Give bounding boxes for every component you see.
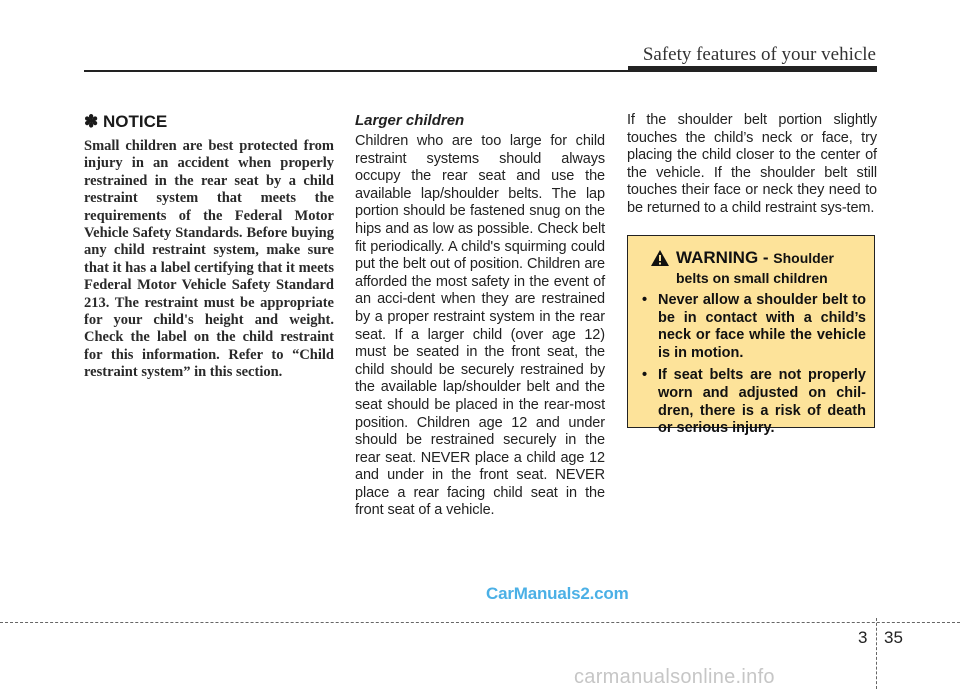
warning-label: WARNING - bbox=[676, 248, 774, 267]
larger-children-body: Children who are too large for child restraint systems should always occupy the rear seat and use the available lap/shoulder belts. The lap portion should be fastened snug on the hips and as low as possible. Check belt fit periodically. A child's squirming could put the belt out of position. Children are afforded the most safety in the event of an acci-dent when they are restrained by a proper restraint system in the rear seat. If a larger child (over age 12) must be seated in the front seat, the child should be securely restrained by the available lap/shoulder belt and the seat should be placed in the rear-most position. Children age 12 and under should be restrained securely in the rear seat. NEVER place a child age 12 and under in the front seat. NEVER place a rear facing child seat in the front seat of a vehicle. bbox=[355, 133, 605, 519]
warning-list bbox=[636, 292, 866, 438]
watermark-footer: carmanualsonline.info bbox=[574, 666, 775, 688]
warning-triangle-icon bbox=[650, 249, 670, 267]
bullet: • bbox=[642, 292, 648, 308]
warning-item-text: Never allow a shoulder belt to be in contact with a child’s neck or face while the vehicle is in motion. bbox=[658, 292, 866, 361]
header-rule-accent bbox=[628, 66, 877, 72]
warning-title bbox=[676, 248, 866, 288]
warning-subject: Shoulder belts on small children bbox=[676, 250, 834, 286]
notice-column bbox=[84, 112, 334, 382]
page-number: 35 bbox=[884, 628, 903, 647]
shoulder-belt-column bbox=[627, 112, 877, 218]
bullet: • bbox=[642, 367, 648, 384]
warning-item bbox=[636, 292, 866, 362]
shoulder-belt-text: If the shoulder belt portion slightly touches the child’s neck or face, try placing the child closer to the center of the vehicle. If the shoulder belt still touches their face or neck they need to be returned to a child restraint sys-tem. bbox=[627, 112, 877, 216]
notice-title: ✽ NOTICE bbox=[84, 112, 168, 131]
chapter-number: 3 bbox=[858, 628, 868, 647]
warning-box bbox=[627, 235, 875, 437]
watermark-link[interactable]: CarManuals2.com bbox=[486, 584, 629, 603]
notice-body: Small children are best protected from injury in an accident when properly restrained in the rear seat by a child restraint system that meets the requirements of the Federal Motor Vehicle Safety Standards. Before buying any child restraint system, make sure that it has a label certifying that it meets Federal Motor Vehicle Safety Standard 213. The restraint must be appropriate for your child's height and weight. Check the label on the child restraint for this information. Refer to “Child restraint system” in this section. bbox=[84, 138, 334, 381]
larger-children-column bbox=[355, 112, 605, 520]
page-number-divider bbox=[876, 618, 877, 689]
warning-item bbox=[636, 367, 866, 437]
footer-rule bbox=[0, 622, 960, 623]
running-header: Safety features of your vehicle bbox=[642, 44, 876, 65]
warning-item-text: If seat belts are not properly worn and adjusted on chil-dren, there is a risk of death or serious injury. bbox=[658, 367, 866, 437]
section-title: Larger children bbox=[355, 112, 465, 129]
warning-header bbox=[650, 248, 866, 288]
